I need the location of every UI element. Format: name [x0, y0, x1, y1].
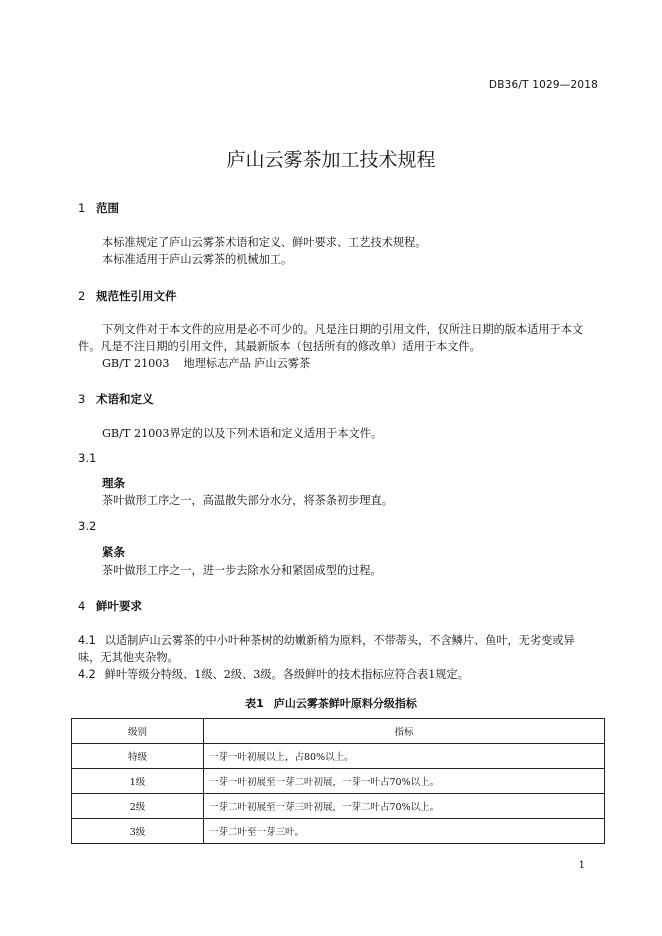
- clause-text: 鲜叶等级分特级、1级、2级、3级。各级鲜叶的技术指标应符合表1规定。: [104, 668, 469, 681]
- table-number: 表1: [245, 697, 264, 710]
- indicator-cell: 一芽一叶初展以上，占80%以上。: [204, 744, 605, 769]
- grade-cell: 3级: [72, 819, 204, 844]
- header-indicator: 指标: [204, 719, 605, 744]
- section-2-heading: [78, 288, 177, 304]
- table-row: [72, 794, 605, 819]
- table-row: [72, 744, 605, 769]
- clause-text: 以适制庐山云雾茶的中小叶种茶树的幼嫩新梢为原料，不带蒂头，不含鳞片、鱼叶，无劣变或异: [104, 634, 575, 647]
- paragraph: 下列文件对于本文件的应用是必不可少的。凡是注日期的引用文件，仅所注日期的版本适用于本文: [102, 323, 584, 336]
- clause-number: 4.1: [78, 634, 96, 647]
- section-title: 术语和定义: [96, 392, 154, 406]
- section-number: 3: [78, 392, 86, 406]
- page-title: 庐山云雾茶加工技术规程: [226, 149, 436, 171]
- reference-title: 地理标志产品 庐山云雾茶: [183, 357, 311, 370]
- term-title: 理条: [102, 476, 125, 490]
- paragraph: 件。凡是不注日期的引用文件，其最新版本（包括所有的修改单）适用于本文件。: [78, 340, 481, 353]
- table-title: 庐山云雾茶鲜叶原料分级指标: [273, 697, 417, 710]
- section-number: 4: [78, 599, 86, 613]
- paragraph: 味，无其他夹杂物。: [78, 651, 179, 664]
- clause-number: 4.2: [78, 668, 96, 681]
- table-row: [72, 819, 605, 844]
- term-definition: 茶叶做形工序之一，高温散失部分水分，将茶条初步理直。: [102, 494, 393, 507]
- table-caption: [0, 695, 662, 711]
- term-number: 3.2: [78, 519, 97, 533]
- table-header-row: [72, 719, 605, 744]
- paragraph: 本标准适用于庐山云雾茶的机械加工。: [102, 253, 293, 266]
- indicator-cell: 一芽二叶初展至一芽三叶初展，一芽二叶占70%以上。: [204, 794, 605, 819]
- indicator-cell: 一芽二叶至一芽三叶。: [204, 819, 605, 844]
- term-definition: 茶叶做形工序之一，进一步去除水分和紧固成型的过程。: [102, 564, 382, 577]
- reference-code: GB/T 21003: [102, 357, 170, 370]
- section-4-heading: [78, 598, 142, 614]
- document-number: DB36/T 1029—2018: [488, 79, 598, 91]
- clause-4-1: [78, 632, 575, 649]
- grade-cell: 特级: [72, 744, 204, 769]
- section-number: 2: [78, 289, 86, 303]
- header-grade: 级别: [72, 719, 204, 744]
- paragraph: GB/T 21003界定的以及下列术语和定义适用于本文件。: [102, 427, 383, 440]
- paragraph: 本标准规定了庐山云雾茶术语和定义、鲜叶要求、工艺技术规程。: [102, 236, 427, 249]
- table-row: [72, 769, 605, 794]
- section-title: 范围: [96, 201, 119, 215]
- section-1-heading: [78, 200, 119, 216]
- section-3-heading: [78, 391, 154, 407]
- indicator-cell: 一芽一叶初展至一芽二叶初展，一芽一叶占70%以上。: [204, 769, 605, 794]
- grade-table: [71, 718, 605, 844]
- grade-cell: 2级: [72, 794, 204, 819]
- clause-4-2: [78, 666, 469, 683]
- term-title: 紧条: [102, 545, 125, 559]
- page-number: 1: [578, 860, 585, 871]
- section-title: 鲜叶要求: [96, 599, 142, 613]
- section-number: 1: [78, 201, 86, 215]
- section-title: 规范性引用文件: [96, 289, 177, 303]
- reference-entry: [102, 355, 310, 372]
- grade-cell: 1级: [72, 769, 204, 794]
- term-number: 3.1: [78, 451, 97, 465]
